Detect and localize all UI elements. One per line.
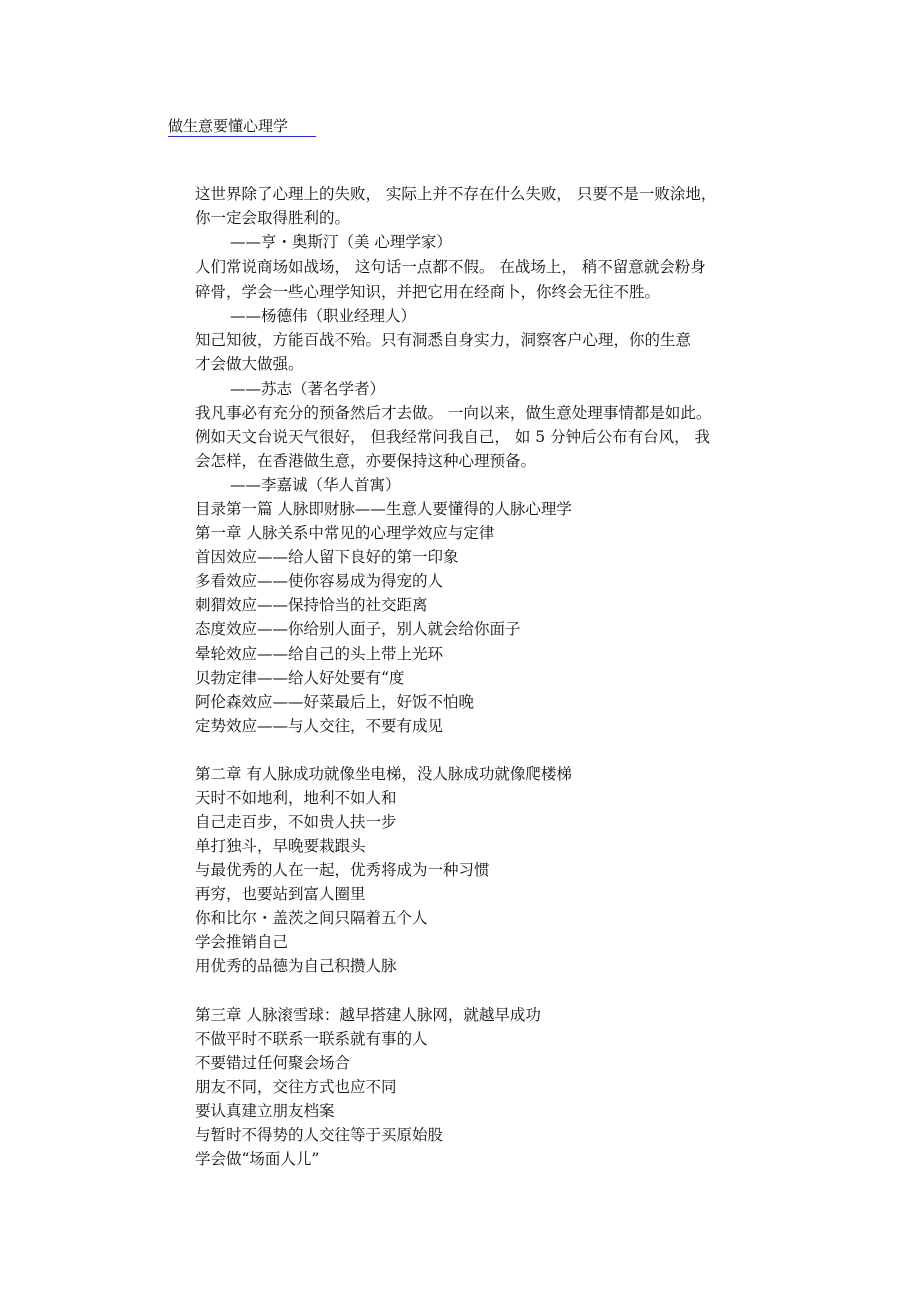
- quote-2-line-2: 碎骨，学会一些心理学知识，并把它用在经商卜，你终会无往不胜。: [195, 283, 661, 301]
- toc-chapter-1-heading: 第一章 人脉关系中常见的心理学效应与定律: [195, 524, 495, 542]
- toc-item: 与暂时不得势的人交往等于买原始股: [195, 1126, 444, 1144]
- toc-item: 多看效应——使你容易成为得宠的人: [195, 572, 444, 590]
- toc-item: 刺猬效应——保持恰当的社交距离: [195, 596, 428, 614]
- toc-chapter-3-heading: 第三章 人脉滚雪球：越早搭建人脉网，就越早成功: [195, 1006, 541, 1024]
- quote-4-attribution: ——李嘉诚（华人首寓）: [230, 476, 401, 494]
- quote-3-line-1: 知己知彼，方能百战不殆。只有洞悉自身实力，洞察客户心理，你的生意: [195, 331, 692, 349]
- toc-item: 天时不如地利，地利不如人和: [195, 789, 397, 807]
- toc-item: 首因效应——给人留下良好的第一印象: [195, 548, 459, 566]
- quote-1-attribution: ——亨・奥斯汀（美 心理学家）: [230, 233, 452, 251]
- toc-item: 自己走百步，不如贵人扶一步: [195, 813, 397, 831]
- toc-item: 学会推销自己: [195, 933, 289, 951]
- quote-3-line-2: 才会做大做强。: [195, 355, 304, 373]
- toc-part-1-heading: 目录第一篇 人脉即财脉——生意人要懂得的人脉心理学: [195, 500, 572, 518]
- document-title[interactable]: 做生意要懂心理学: [168, 117, 289, 135]
- toc-item: 要认真建立朋友档案: [195, 1102, 335, 1120]
- quote-3-attribution: ——苏志（著名学者）: [230, 380, 386, 398]
- quote-4-line-2: 例如天文台说天气很好， 但我经常问我自己， 如 5 分钟后公布有台风， 我: [195, 428, 710, 446]
- quote-2-attribution: ——杨德伟（职业经理人）: [230, 307, 417, 325]
- toc-item: 不做平时不联系一联系就有事的人: [195, 1030, 428, 1048]
- toc-item: 不要错过任何聚会场合: [195, 1054, 351, 1072]
- toc-item: 定势效应——与人交往，不要有成见: [195, 717, 444, 735]
- quote-1-line-2: 你一定会取得胜利的。: [195, 209, 351, 227]
- toc-item: 阿伦森效应——好菜最后上，好饭不怕晚: [195, 693, 475, 711]
- quote-2-line-1: 人们常说商场如战场， 这句话一点都不假。 在战场上， 稍不留意就会粉身: [195, 258, 706, 276]
- toc-item: 用优秀的品德为自己积攒人脉: [195, 957, 397, 975]
- toc-chapter-2-heading: 第二章 有人脉成功就像坐电梯，没人脉成功就像爬楼梯: [195, 765, 572, 783]
- toc-item: 晕轮效应——给自己的头上带上光环: [195, 645, 444, 663]
- quote-1-line-1: 这世界除了心理上的失败， 实际上并不存在什么失败， 只要不是一败涂地，: [195, 185, 717, 203]
- toc-item: 再穷，也要站到富人圈里: [195, 885, 366, 903]
- toc-item: 与最优秀的人在一起，优秀将成为一种习惯: [195, 861, 490, 879]
- toc-item: 学会做“场面人儿”: [195, 1150, 320, 1168]
- toc-item: 态度效应——你给别人面子，别人就会给你面子: [195, 620, 521, 638]
- quote-4-line-1: 我凡事必有充分的预备然后才去做。 一向以来，做生意处理事情都是如此。: [195, 404, 712, 422]
- title-underline: [168, 136, 316, 137]
- quote-4-line-3: 会怎样，在香港做生意，亦要保持这种心理预备。: [195, 452, 537, 470]
- toc-item: 单打独斗，早晚要栽跟头: [195, 837, 366, 855]
- toc-item: 贝勃定律——给人好处要有“度: [195, 669, 405, 687]
- toc-item: 你和比尔・盖茨之间只隔着五个人: [195, 909, 428, 927]
- toc-item: 朋友不同，交往方式也应不同: [195, 1078, 397, 1096]
